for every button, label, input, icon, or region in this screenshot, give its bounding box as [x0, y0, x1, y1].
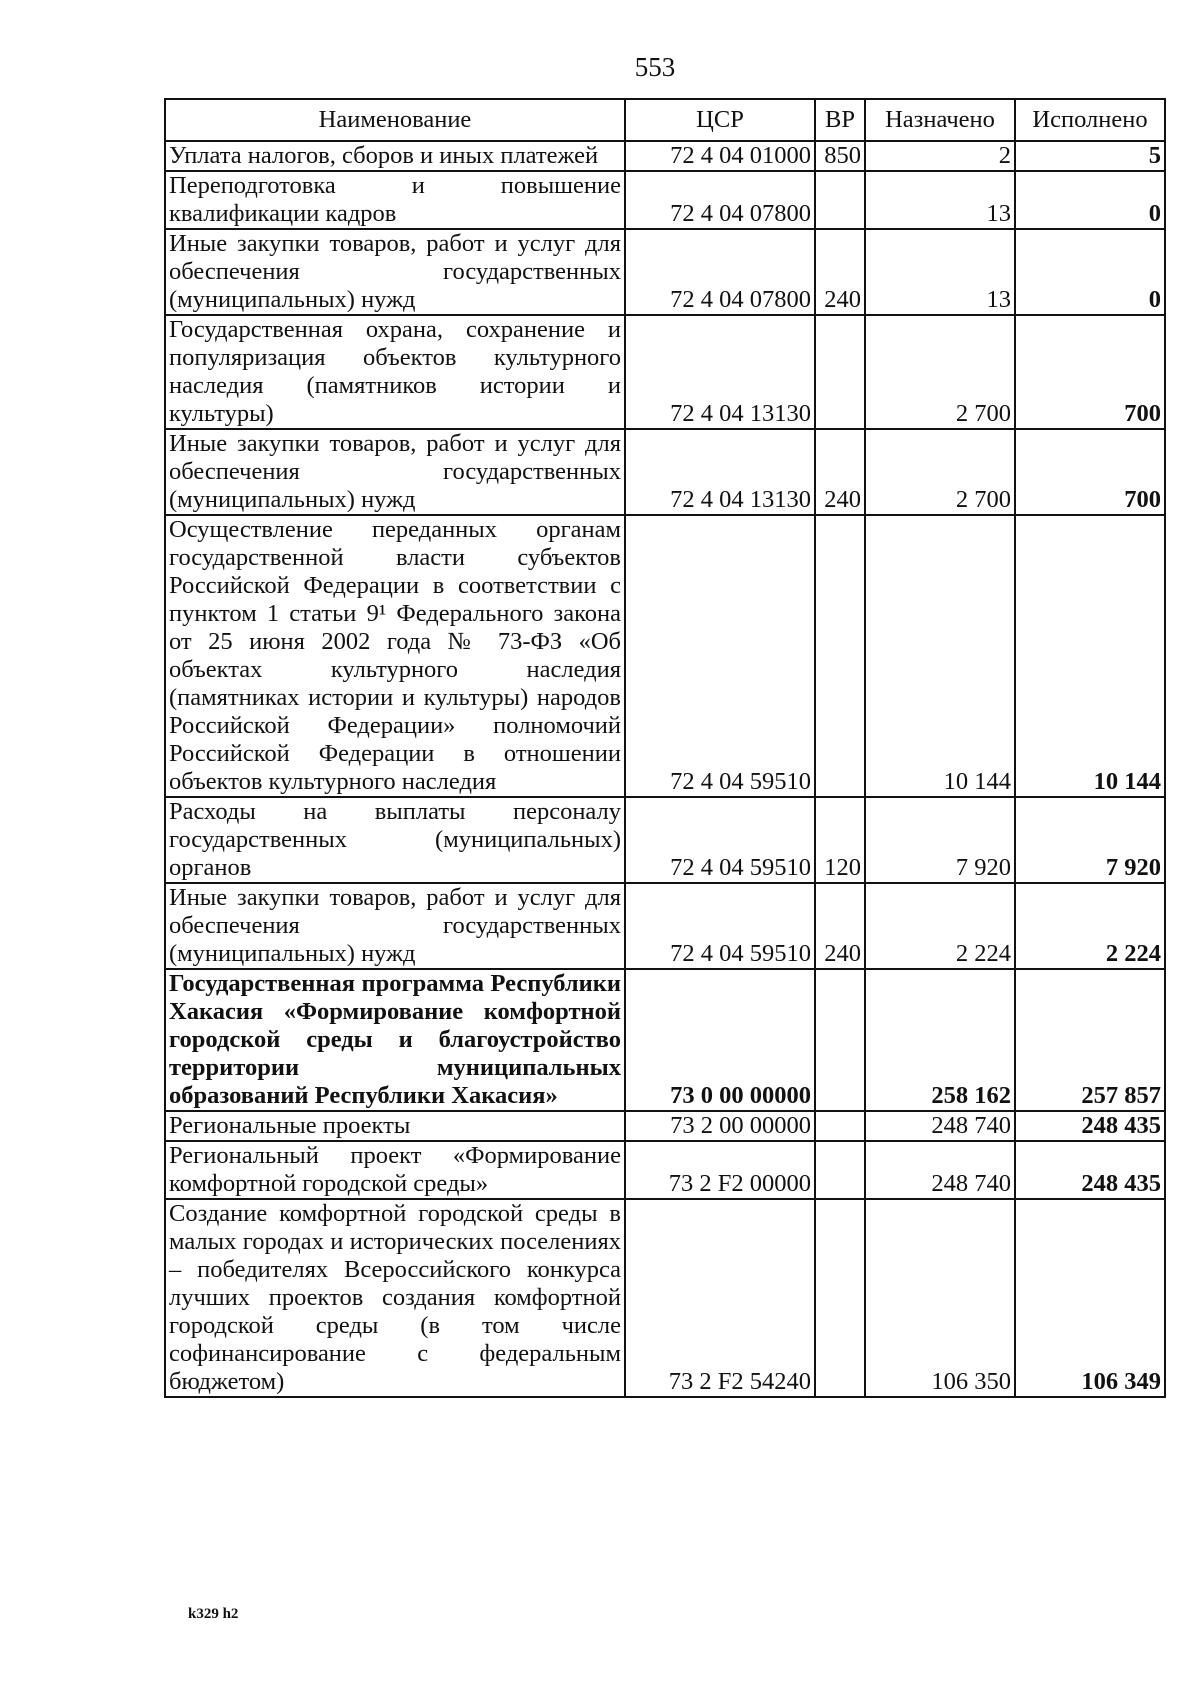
row-planned: 106 350	[865, 1199, 1015, 1397]
header-executed: Исполнено	[1015, 99, 1165, 141]
row-csr: 72 4 04 07800	[625, 171, 815, 229]
table-row	[165, 797, 1165, 883]
row-planned: 258 162	[865, 969, 1015, 1111]
row-planned: 2 224	[865, 883, 1015, 969]
table-row	[165, 1141, 1165, 1199]
row-csr: 72 4 04 01000	[625, 141, 815, 171]
row-planned: 2	[865, 141, 1015, 171]
table-row	[165, 1111, 1165, 1141]
row-executed: 2 224	[1015, 883, 1165, 969]
row-vr: 850	[815, 141, 865, 171]
row-csr: 73 2 F2 54240	[625, 1199, 815, 1397]
row-vr	[815, 515, 865, 797]
table-header-row	[165, 99, 1165, 141]
row-csr: 72 4 04 59510	[625, 515, 815, 797]
table-row	[165, 1199, 1165, 1397]
row-csr: 73 2 F2 00000	[625, 1141, 815, 1199]
budget-table	[164, 98, 1166, 1398]
row-csr: 72 4 04 13130	[625, 429, 815, 515]
row-name: Государственная охрана, сохранение и популяризация объектов культурного наследия (памятников истории и культуры)	[165, 315, 625, 429]
table-row	[165, 315, 1165, 429]
table-row	[165, 171, 1165, 229]
row-name: Региональные проекты	[165, 1111, 625, 1141]
row-name: Государственная программа Республики Хакасия «Формирование комфортной городской среды и благоустройство территории муниципальных образований Республики Хакасия»	[165, 969, 625, 1111]
row-name: Расходы на выплаты персоналу государственных (муниципальных) органов	[165, 797, 625, 883]
footer-code: k329 h2	[188, 1606, 239, 1622]
row-name: Переподготовка и повышение квалификации кадров	[165, 171, 625, 229]
row-vr: 120	[815, 797, 865, 883]
row-name: Иные закупки товаров, работ и услуг для обеспечения государственных (муниципальных) нужд	[165, 429, 625, 515]
row-planned: 7 920	[865, 797, 1015, 883]
row-executed: 700	[1015, 429, 1165, 515]
row-executed: 248 435	[1015, 1141, 1165, 1199]
row-executed: 700	[1015, 315, 1165, 429]
row-planned: 2 700	[865, 429, 1015, 515]
row-csr: 73 2 00 00000	[625, 1111, 815, 1141]
row-vr	[815, 969, 865, 1111]
page-number: 553	[634, 52, 676, 82]
header-vr: ВР	[815, 99, 865, 141]
row-executed: 257 857	[1015, 969, 1165, 1111]
row-vr: 240	[815, 883, 865, 969]
row-name: Создание комфортной городской среды в малых городах и исторических поселениях – победителях Всероссийского конкурса лучших проектов создания комфортной городской среды (в том числе софинансирование с федеральным бюджетом)	[165, 1199, 625, 1397]
row-executed: 0	[1015, 171, 1165, 229]
row-planned: 10 144	[865, 515, 1015, 797]
table-row	[165, 429, 1165, 515]
row-csr: 72 4 04 59510	[625, 797, 815, 883]
row-vr	[815, 1199, 865, 1397]
row-planned: 13	[865, 229, 1015, 315]
table-row	[165, 969, 1165, 1111]
row-executed: 248 435	[1015, 1111, 1165, 1141]
table-row	[165, 883, 1165, 969]
row-planned: 13	[865, 171, 1015, 229]
row-name: Уплата налогов, сборов и иных платежей	[165, 141, 625, 171]
row-vr	[815, 171, 865, 229]
row-planned: 248 740	[865, 1111, 1015, 1141]
header-csr: ЦСР	[625, 99, 815, 141]
row-name: Осуществление переданных органам государственной власти субъектов Российской Федерации в соответствии с пунктом 1 статьи 9¹ Федерального закона от 25 июня 2002 года № 73-ФЗ «Об объектах культурного наследия (памятниках истории и культуры) народов Российской Федерации» полномочий Российской Федерации в отношении объектов культурного наследия	[165, 515, 625, 797]
row-vr	[815, 315, 865, 429]
row-name: Иные закупки товаров, работ и услуг для обеспечения государственных (муниципальных) нужд	[165, 883, 625, 969]
header-planned: Назначено	[865, 99, 1015, 141]
row-executed: 7 920	[1015, 797, 1165, 883]
row-executed: 106 349	[1015, 1199, 1165, 1397]
row-vr	[815, 1141, 865, 1199]
row-executed: 10 144	[1015, 515, 1165, 797]
row-vr: 240	[815, 429, 865, 515]
header-name: Наименование	[165, 99, 625, 141]
row-csr: 72 4 04 07800	[625, 229, 815, 315]
row-csr: 72 4 04 13130	[625, 315, 815, 429]
row-executed: 5	[1015, 141, 1165, 171]
row-name: Региональный проект «Формирование комфортной городской среды»	[165, 1141, 625, 1199]
row-vr	[815, 1111, 865, 1141]
row-csr: 72 4 04 59510	[625, 883, 815, 969]
row-planned: 248 740	[865, 1141, 1015, 1199]
row-planned: 2 700	[865, 315, 1015, 429]
row-name: Иные закупки товаров, работ и услуг для обеспечения государственных (муниципальных) нужд	[165, 229, 625, 315]
table-row	[165, 141, 1165, 171]
row-vr: 240	[815, 229, 865, 315]
row-executed: 0	[1015, 229, 1165, 315]
table-row	[165, 229, 1165, 315]
row-csr: 73 0 00 00000	[625, 969, 815, 1111]
table-row	[165, 515, 1165, 797]
